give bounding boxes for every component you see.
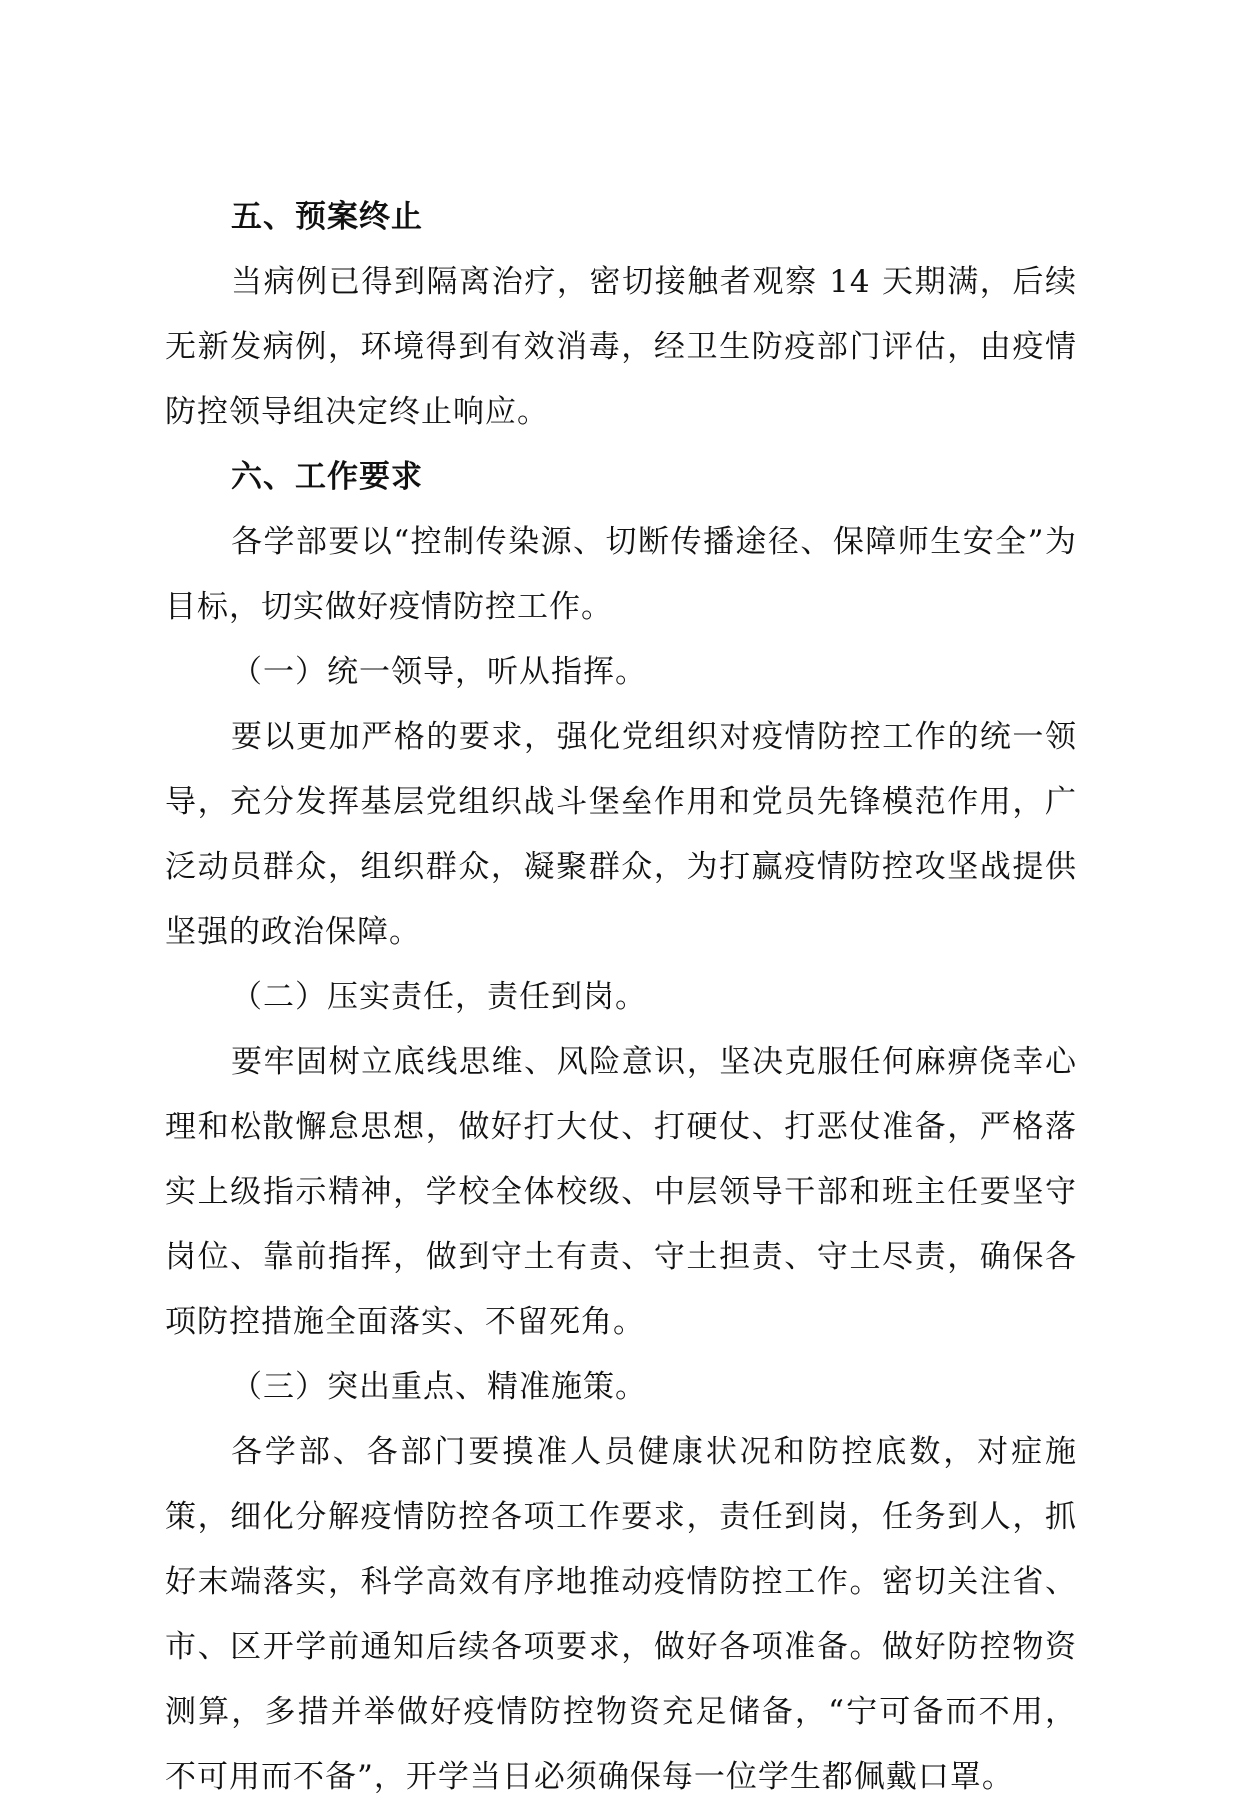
document-body (165, 185, 1077, 1810)
subsection-body-1: 要以更加严格的要求，强化党组织对疫情防控工作的统一领导，充分发挥基层党组织战斗堡垒作用和党员先锋模范作用，广泛动员群众，组织群众，凝聚群众，为打赢疫情防控攻坚战提供坚强的政治保障。 (165, 719, 1077, 950)
subsection-title-1: （一）统一领导，听从指挥。 (231, 654, 647, 690)
subsection-body-3: 各学部、各部门要摸准人员健康状况和防控底数，对症施策，细化分解疫情防控各项工作要求，责任到岗，任务到人，抓好末端落实，科学高效有序地推动疫情防控工作。密切关注省、市、区开学前通知后续各项要求，做好各项准备。做好防控物资测算，多措并举做好疫情防控物资充足储备，“宁可备而不用，不可用而不备”，开学当日必须确保每一位学生都佩戴口罩。 (165, 1434, 1077, 1795)
subsection-title-2: （二）压实责任，责任到岗。 (231, 979, 647, 1015)
section-5-paragraph: 当病例已得到隔离治疗，密切接触者观察 14 天期满，后续无新发病例，环境得到有效消毒，经卫生防疫部门评估，由疫情防控领导组决定终止响应。 (165, 264, 1077, 430)
subsection-title-3: （三）突出重点、精准施策。 (231, 1369, 647, 1405)
section-6-intro: 各学部要以“控制传染源、切断传播途径、保障师生安全”为目标，切实做好疫情防控工作。 (165, 524, 1077, 625)
section-heading-5: 五、预案终止 (231, 199, 423, 235)
section-heading-6: 六、工作要求 (231, 459, 423, 495)
subsection-body-2: 要牢固树立底线思维、风险意识，坚决克服任何麻痹侥幸心理和松散懈怠思想，做好打大仗、打硬仗、打恶仗准备，严格落实上级指示精神，学校全体校级、中层领导干部和班主任要坚守岗位、靠前指挥，做到守土有责、守土担责、守土尽责，确保各项防控措施全面落实、不留死角。 (165, 1044, 1077, 1340)
